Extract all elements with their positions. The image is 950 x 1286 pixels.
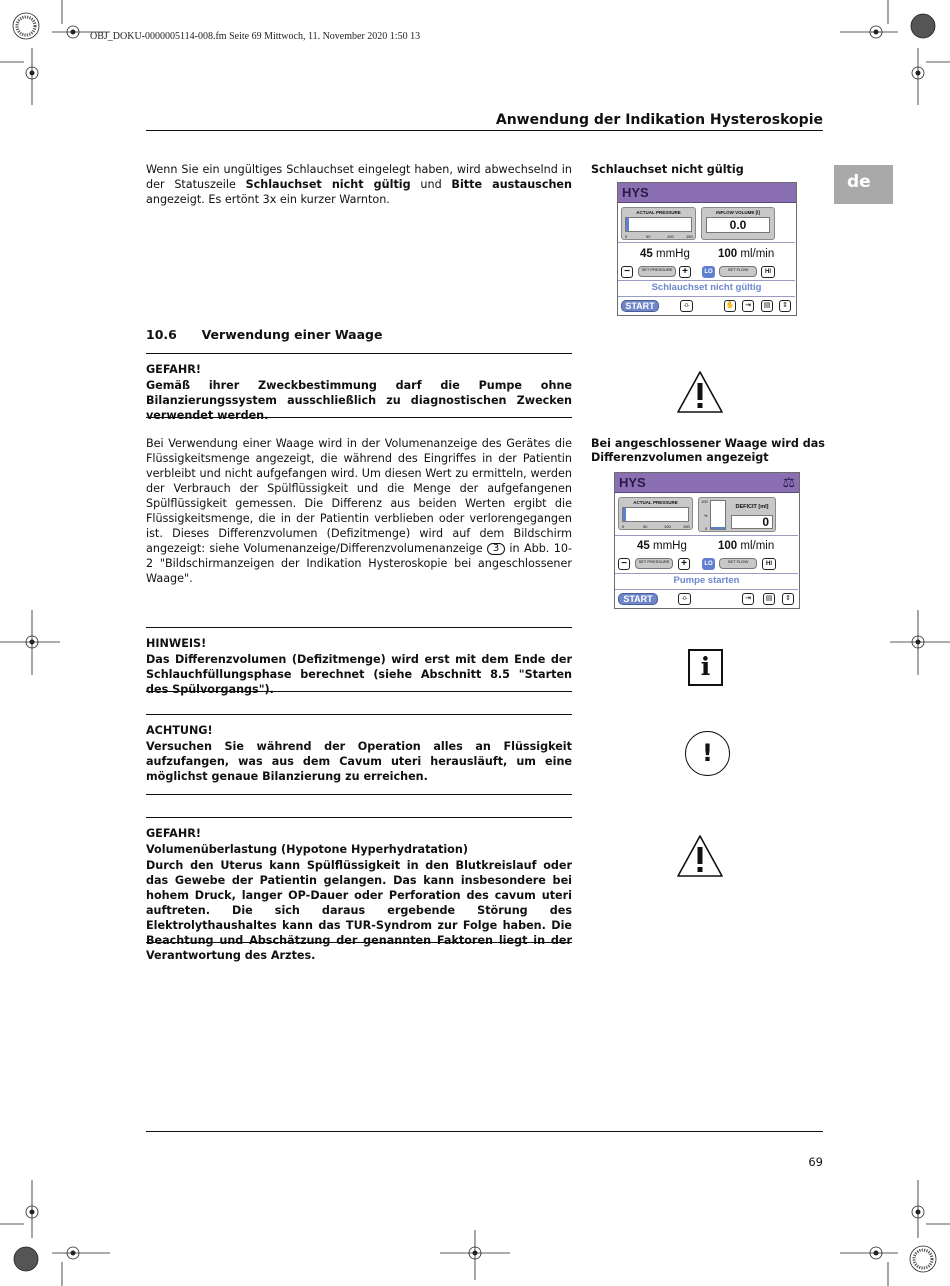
header-rule [146,130,823,131]
print-header: OBJ_DOKU-0000005114-008.fm Seite 69 Mittwoch, 11. November 2020 1:50 13 [90,31,421,42]
danger1-top-rule [146,353,572,354]
start-button[interactable]: START [618,593,658,605]
danger2-title: GEFAHR! [146,827,201,840]
danger1-bottom-rule [146,417,572,418]
deficit-value: 0 [731,515,773,529]
scroll-icon[interactable]: ⇕ [779,300,791,312]
danger2-text: Durch den Uterus kann Spülflüssigkeit in den Blutkreislauf oder das Gewebe der Patientin gelangen. Das kann insbesondere bei hohem Druck, langer OP-Dauer oder Perforation des cavum uteri auftreten. Die sich daraus ergebende Störung des Elektrolythaushaltes kann das TUR-Syndrom zur Folge haben. Die Beachtung und Abschätzung der genannten Faktoren liegt in der Verantwortung des Arztes. [146,859,572,962]
section-title: Verwendung einer Waage [201,327,383,342]
warning-triangle-icon [676,370,724,414]
deficit-bar-max: 100 [701,499,708,504]
chapter-title: Anwendung der Indikation Hysteroskopie [495,112,823,128]
zero-button[interactable]: -0- [678,593,691,605]
enter-icon[interactable]: ⇥ [742,300,754,312]
section-heading [146,327,382,342]
flow-lo-button[interactable]: LO [702,558,715,570]
caution-top-rule [146,714,572,715]
status-line: Schlauchset nicht gültig [651,282,762,293]
deficit-label: DEFICIT [ml] [735,504,769,510]
scale-description-paragraph: Bei Verwendung einer Waage wird in der Volumenanzeige des Gerätes die Flüssigkeitsmenge angezeigt, die während des Eingriffes in der Patientin verbleibt und nicht aufgefangen wird. Um diesen Wert zu ermitteln, werden der Verbrauch der Spülflüssigkeit und die Menge der aufgefangenen Spülflüssigkeit gemessen. Die Differenz aus beiden Werten ergibt die Flüssigkeitsmenge, die in der Patientin verblieben oder verlorengegangen ist. Dieses Differenzvolumen (Defizitmenge) wird auf dem Bildschirm angezeigt: siehe Volumenanzeige/Differenzvolumenanzeige 3 in Abb. 10-2 "Bildschirmanzeigen der Indikation Hysteroskopie bei angeschlossener Waage". [146,437,572,585]
warning-triangle-icon [676,834,724,878]
screen-title: HYS [622,185,649,200]
zero-button[interactable]: -0- [680,300,693,312]
enter-icon[interactable]: ⇥ [742,593,754,605]
caution-bottom-rule [146,794,572,795]
pressure-readout: 45 mmHg [640,248,690,260]
screen-title-bar [615,473,799,493]
info-icon: i [688,649,723,686]
set-pressure-button[interactable]: SET PRESSURE [638,266,676,277]
screen-title-bar [618,183,796,203]
set-flow-button[interactable]: SET FLOW [719,266,757,277]
callout-number: 3 [487,543,505,555]
note-title: HINWEIS! [146,637,207,650]
caution-circle-icon: ! [685,731,730,776]
caption-scale-connected: Bei angeschlossener Waage wird das Differenzvolumen angezeigt [591,437,825,464]
gauge-label: ACTUAL PRESSURE [633,500,678,505]
hand-icon[interactable]: ✋ [724,300,736,312]
page-number: 69 [808,1155,823,1169]
deficit-volume-display [698,497,776,532]
deficit-bar-unit: % [704,513,708,518]
pressure-bar-well [622,507,689,522]
flow-lo-button[interactable]: LO [702,266,715,278]
pressure-bar-well [625,217,692,232]
pressure-minus-button[interactable]: − [621,266,633,278]
set-pressure-button[interactable]: SET PRESSURE [635,558,673,569]
section-number: 10.6 [146,327,177,342]
note-text: Das Differenzvolumen (Defizitmenge) wird erst mit dem Ende der Schlauchfüllungsphase berechnet (siehe Abschnitt 8.5 "Starten des Spülvorgangs"). [146,653,572,696]
deficit-bar-fill [711,527,725,529]
inflow-label: INFLOW VOLUME [l] [716,210,760,215]
flow-readout: 100 ml/min [718,248,775,260]
actual-pressure-gauge: ACTUAL PRESSURE 0 50 100 150 [621,207,696,240]
danger2-bottom-rule [146,942,572,943]
caution-text: Versuchen Sie während der Operation alles an Flüssigkeit aufzufangen, was aus dem Cavum uteri herausläuft, um eine möglichst genaue Bilanzierung zu erreichen. [146,740,572,783]
flow-hi-button[interactable]: HI [762,558,776,570]
menu-icon[interactable]: ▤ [761,300,773,312]
footer-rule [146,1131,823,1132]
start-button[interactable]: START [621,300,659,312]
danger2-top-rule [146,817,572,818]
pressure-plus-button[interactable]: + [679,266,691,278]
pressure-plus-button[interactable]: + [678,558,690,570]
flow-readout: 100 ml/min [718,540,775,552]
pressure-minus-button[interactable]: − [618,558,630,570]
inflow-volume-display [701,207,775,240]
deficit-bar-min: 0 [705,526,708,531]
scale-icon: ⚖ [782,474,795,490]
danger1-text: Gemäß ihrer Zweckbestimmung darf die Pumpe ohne Bilanzierungssystem ausschließlich zu diagnostischen Zwecken verwendet werden. [146,379,572,422]
pressure-bar-fill [623,508,626,521]
inflow-value: 0.0 [706,217,770,233]
status-line: Pumpe starten [673,575,740,586]
scroll-icon[interactable]: ⇕ [782,593,794,605]
intro-paragraph: Wenn Sie ein ungültiges Schlauchset eingelegt haben, wird abwechselnd in der Statuszeile Schlauchset nicht gültig und Bitte austauschen angezeigt. Es ertönt 3x ein kurzer Warnton. [146,163,572,206]
danger2-subtitle: Volumenüberlastung (Hypotone Hyperhydratation) [146,843,468,856]
danger1-title: GEFAHR! [146,363,201,376]
note-bottom-rule [146,691,572,692]
language-tab: de [834,165,893,204]
note-top-rule [146,627,572,628]
pressure-bar-fill [626,218,629,231]
gauge-label: ACTUAL PRESSURE [636,210,681,215]
set-flow-button[interactable]: SET FLOW [719,558,757,569]
pressure-readout: 45 mmHg [637,540,687,552]
actual-pressure-gauge: ACTUAL PRESSURE 0 50 100 150 [618,497,693,530]
deficit-bar-well [710,500,726,530]
caption-invalid-tubing: Schlauchset nicht gültig [591,163,744,176]
caution-title: ACHTUNG! [146,724,213,737]
flow-hi-button[interactable]: HI [761,266,775,278]
screen-title: HYS [619,475,646,490]
device-screen-scale-connected [614,472,800,609]
device-screen-invalid-tubing [617,182,797,316]
menu-icon[interactable]: ▤ [763,593,775,605]
